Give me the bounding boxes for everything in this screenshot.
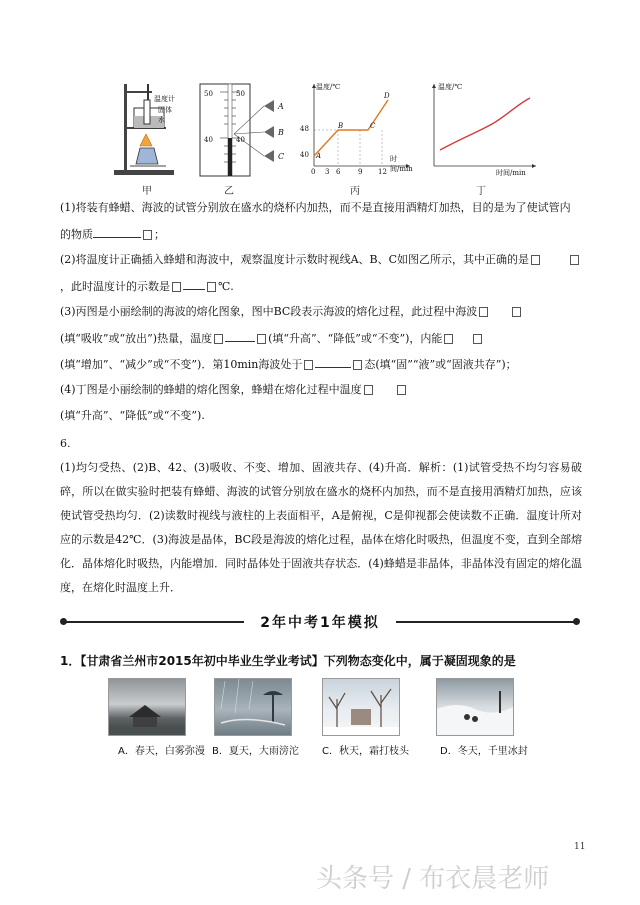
tick-50-left: 50 xyxy=(204,90,213,98)
answer-explanation: (1)均匀受热、(2)B、42、(3)吸收、不变、增加、固液共存、(4)升高．解析：(1)试管受热不均匀容易破碎，所以在做实验时把装有蜂蜡、海波的试管分别放在盛水的烧杯内加热，而不是直接用酒精灯加热，应该使试管受热均匀．(2)读数时视线与液柱的上表面相平，A是俯视，C是仰视都会使读数不正确．温度计所对应的示数是42℃．(3)海波是晶体，BC段是海波的熔化过程，晶体在熔化时吸热，但温度不变，直到全部熔化．晶体熔化时吸热，内能增加．同时晶体处于固液共存状态．(4)蜂蜡是非晶体，非晶体没有固定的熔化温度，在熔化时温度上升． xyxy=(60,461,582,594)
bing-y-tick-48: 48 xyxy=(300,125,309,133)
bing-x-tick-12: 12 xyxy=(378,168,387,176)
figure-row xyxy=(100,78,540,196)
placeholder-box-icon xyxy=(444,334,453,344)
bing-point-c: C xyxy=(370,122,376,130)
placeholder-box-icon xyxy=(214,334,223,344)
placeholder-box-icon xyxy=(304,360,313,370)
eye-label-c: C xyxy=(278,152,285,161)
tick-40-right: 40 xyxy=(236,136,245,144)
answer-blank-2[interactable] xyxy=(183,278,205,290)
frozen-landscape-picture xyxy=(437,679,513,735)
ding-x-axis-label: 时间/min xyxy=(496,169,526,177)
frosted-trees-picture xyxy=(323,679,399,735)
bing-point-b: B xyxy=(338,122,344,130)
section-divider xyxy=(60,612,580,632)
placeholder-box-icon xyxy=(479,307,488,317)
eye-label-a: A xyxy=(278,102,284,111)
apparatus-illustration xyxy=(110,78,180,178)
option-c-label[interactable]: C．秋天，霜打枝头 xyxy=(322,746,409,757)
answer-blank-3[interactable] xyxy=(225,330,255,342)
divider-rule-left xyxy=(66,621,244,623)
question-line-9: (填“升高”、“降低”或“不变”). xyxy=(60,409,205,422)
rainy-pavilion-picture xyxy=(215,679,291,735)
placeholder-box-icon xyxy=(531,255,540,265)
bing-x-tick-3: 3 xyxy=(325,168,330,176)
answer-number: 6. xyxy=(60,437,71,450)
option-a-label[interactable]: A．春天，白雾弥漫 xyxy=(118,746,205,757)
caption-jia: 甲 xyxy=(142,186,152,197)
figure-jia xyxy=(110,78,180,196)
tick-40-left: 40 xyxy=(204,136,213,144)
option-b-photo xyxy=(214,678,292,736)
bing-x-axis-label: 时间/min xyxy=(390,155,413,173)
placeholder-box-icon xyxy=(143,230,152,240)
bing-x-tick-9: 9 xyxy=(358,168,363,176)
page-number: 11 xyxy=(574,842,586,852)
figure-ding xyxy=(426,78,540,196)
bing-x-tick-6: 6 xyxy=(336,168,341,176)
option-b-label[interactable]: B．夏天，大雨滂沱 xyxy=(212,746,299,757)
label-solid: 固体 xyxy=(158,106,172,114)
divider-dot-right xyxy=(573,618,580,625)
watermark: 头条号 / 布衣晨老师 xyxy=(316,864,550,894)
option-d-photo xyxy=(436,678,514,736)
figure-yi xyxy=(198,78,288,196)
caption-bing: 丙 xyxy=(350,186,360,197)
tick-50-right: 50 xyxy=(236,90,245,98)
bing-point-d: D xyxy=(384,92,390,100)
question-line-8: (4)丁图是小丽绘制的蜂蜡的熔化图象，蜂蜡在熔化过程中温度 xyxy=(60,382,408,397)
caption-yi: 乙 xyxy=(224,186,234,197)
placeholder-box-icon xyxy=(353,360,362,370)
placeholder-box-icon xyxy=(570,255,579,265)
answer-blank-4[interactable] xyxy=(315,356,351,368)
placeholder-box-icon xyxy=(473,334,482,344)
placeholder-box-icon xyxy=(257,334,266,344)
bing-y-tick-40: 40 xyxy=(300,151,309,159)
divider-rule-right xyxy=(396,621,574,623)
figure-bing xyxy=(298,78,416,196)
placeholder-box-icon xyxy=(512,307,521,317)
bing-x-tick-0: 0 xyxy=(311,168,316,176)
placeholder-box-icon xyxy=(397,385,406,395)
placeholder-box-icon xyxy=(172,282,181,292)
question-line-4: ，此时温度计的示数是 ℃. xyxy=(60,280,234,293)
label-thermometer: 温度计 xyxy=(154,95,175,103)
option-c-photo xyxy=(322,678,400,736)
label-water: 水 xyxy=(158,116,165,124)
bing-point-a: A xyxy=(316,152,322,160)
question-line-6: (填“吸收”或“放出”)热量，温度 (填“升高”、“降低”或“不变”)，内能 xyxy=(60,330,484,346)
eye-label-b: B xyxy=(278,128,284,137)
question-line-7: (填“增加”、“减少”或“不变”)．第10min海波处于 态(填“固”“液”或“固液共存”)； xyxy=(60,358,517,371)
placeholder-box-icon xyxy=(207,282,216,292)
bing-y-axis-label: 温度/℃ xyxy=(316,83,341,91)
option-a-photo xyxy=(108,678,186,736)
question-line-3: (2)将温度计正确插入蜂蜡和海波中，观察温度计示数时视线A、B、C如图乙所示，其中正确的是 xyxy=(60,252,581,267)
section-title: 2年中考1年模拟 xyxy=(260,615,380,631)
beeswax-melting-graph xyxy=(426,78,540,178)
option-d-label[interactable]: D．冬天，千里冰封 xyxy=(440,746,528,757)
foggy-house-picture xyxy=(109,679,185,735)
mcq-stem: 1．【甘肃省兰州市2015年初中毕业生学业考试】下列物态变化中，属于凝固现象的是 xyxy=(60,654,516,668)
ding-y-axis-label: 温度/℃ xyxy=(438,83,463,91)
question-line-1: (1)将装有蜂蜡、海波的试管分别放在盛水的烧杯内加热，而不是直接用酒精灯加热，目的是为了使试管内 xyxy=(60,201,571,214)
caption-ding: 丁 xyxy=(476,186,486,197)
question-line-2: 的物质 ； xyxy=(60,228,165,241)
question-line-5: (3)丙图是小丽绘制的海波的熔化图象，图中BC段表示海波的熔化过程，此过程中海波 xyxy=(60,304,523,319)
placeholder-box-icon xyxy=(364,385,373,395)
answer-blank-1[interactable] xyxy=(93,226,141,238)
